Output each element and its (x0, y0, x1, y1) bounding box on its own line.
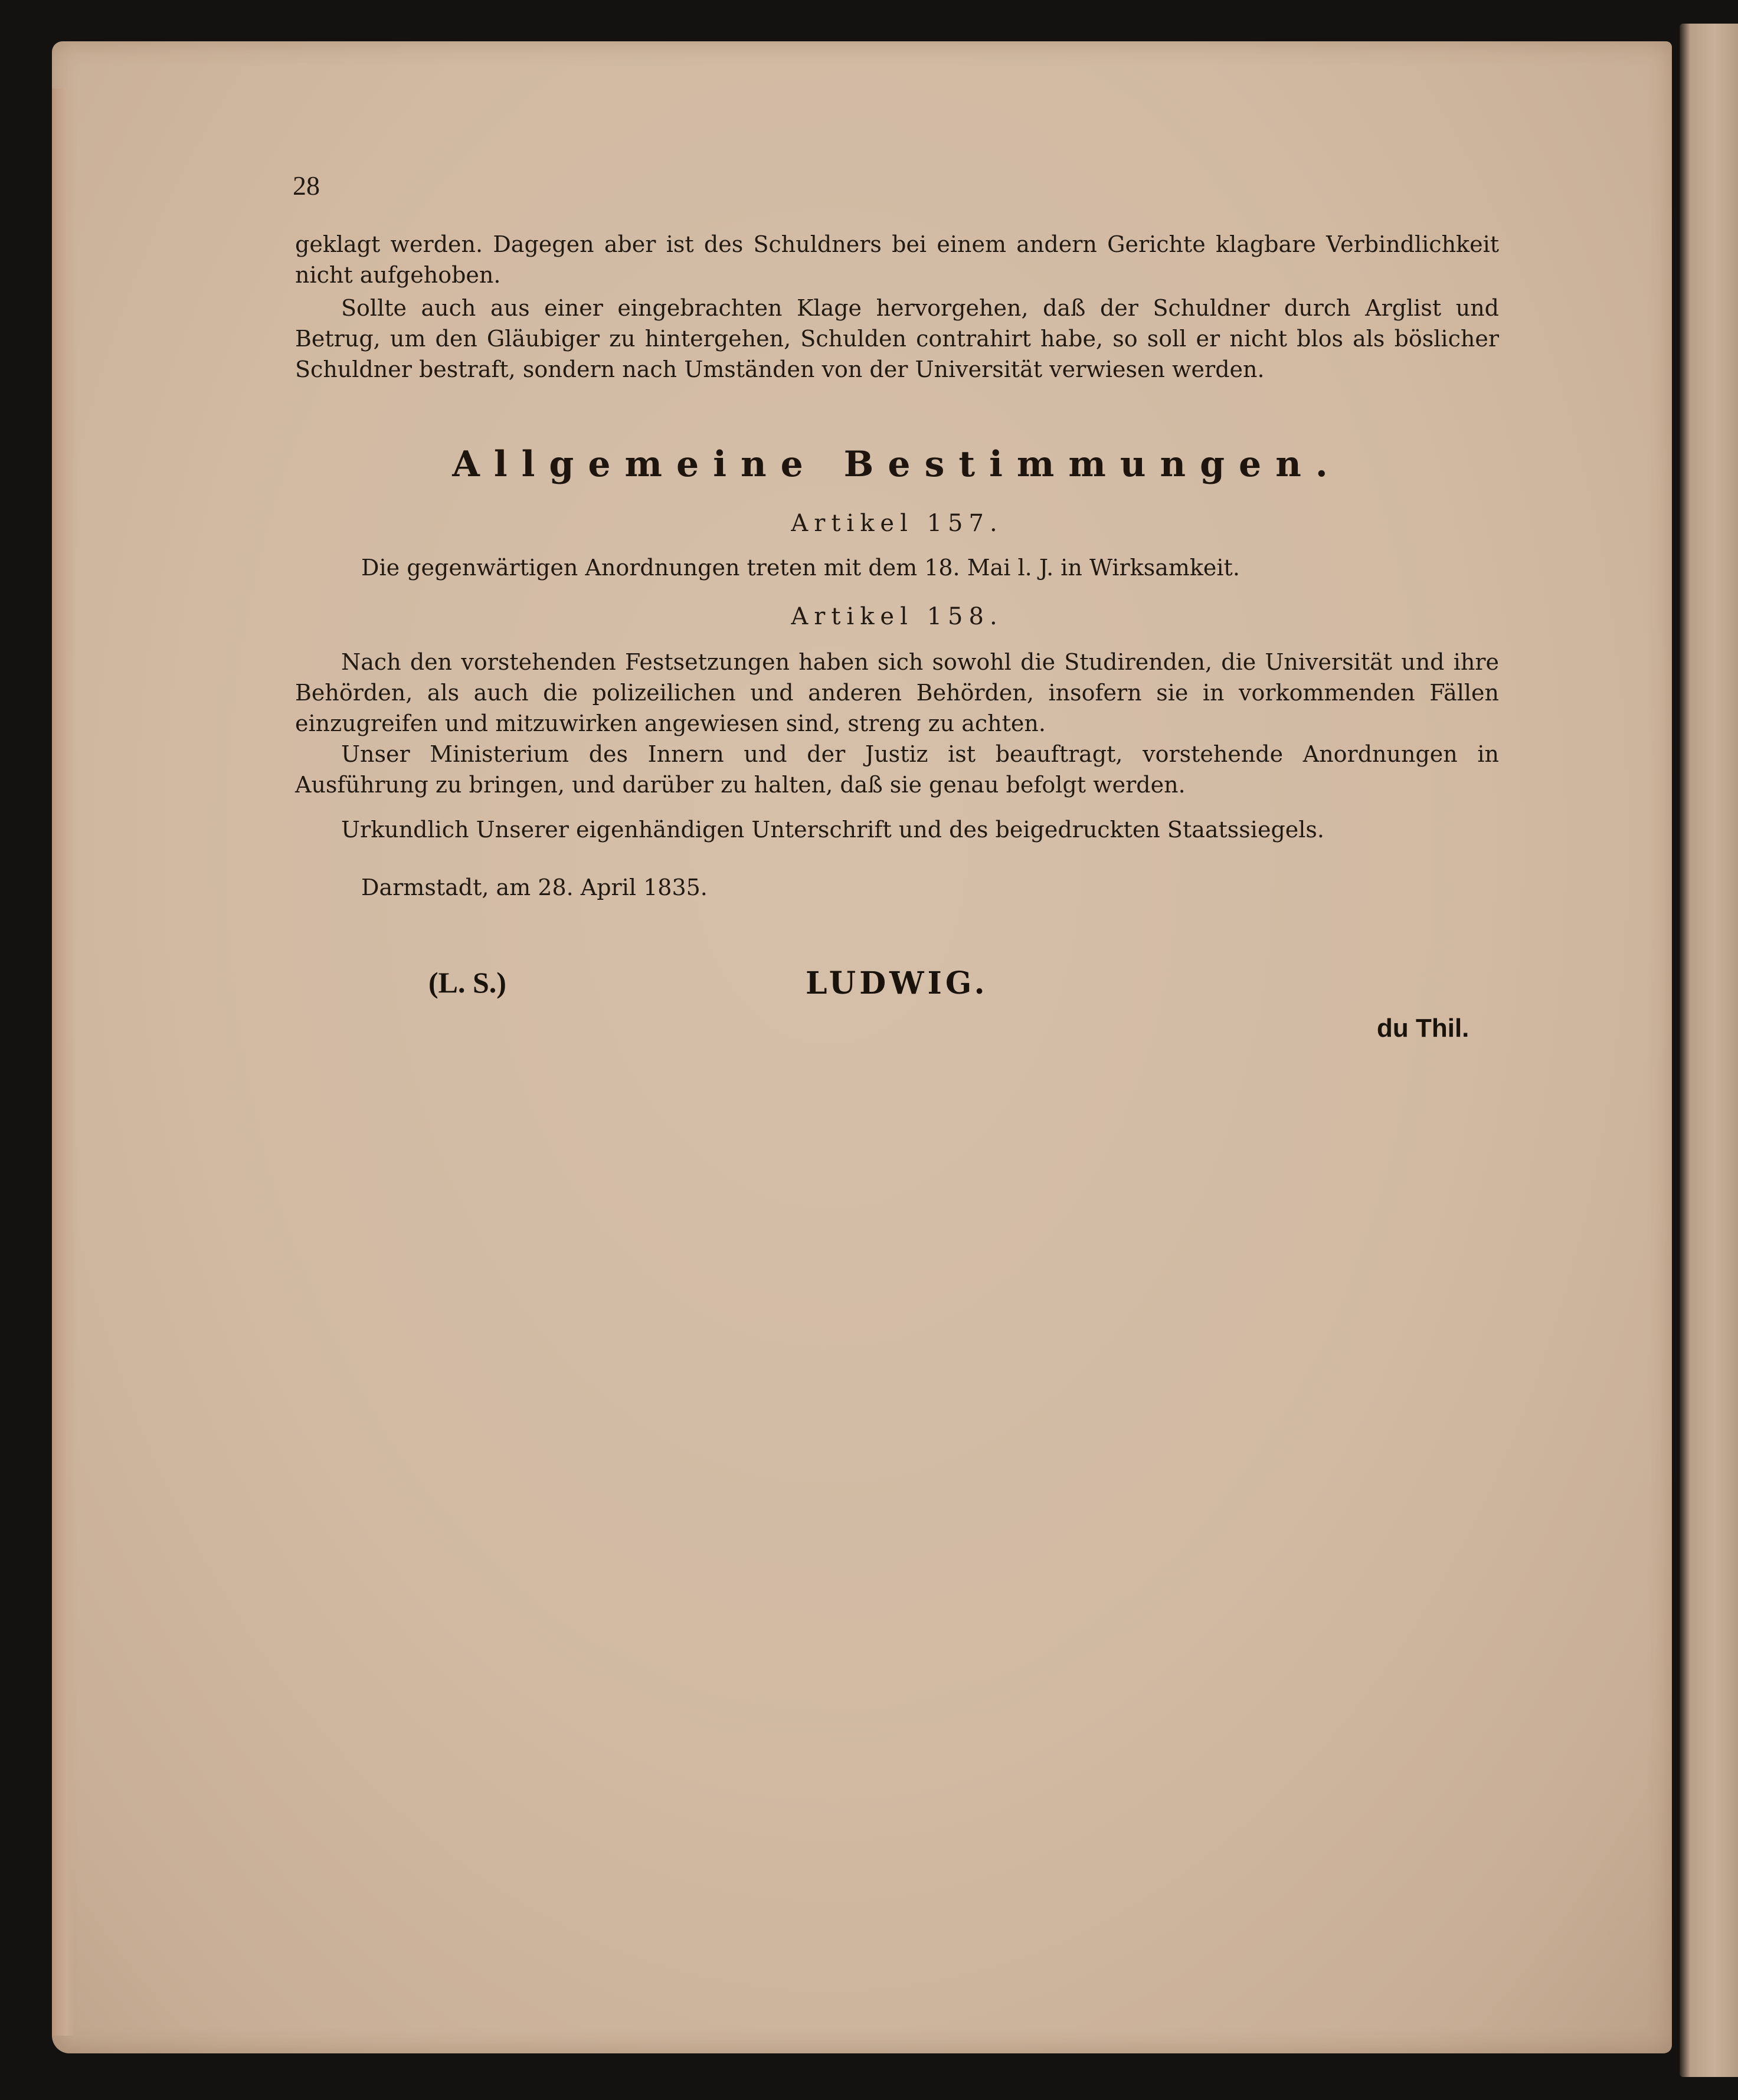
paper-left-edge (52, 89, 76, 2036)
article-158-paragraph-2: Unser Ministerium des Innern und der Justiz ist beauftragt, vorstehende Anordnungen in Ausführung zu bringen, und darüber zu halten, daß sie genau befolgt werden. (295, 741, 1499, 798)
minister-signature: du Thil. (1377, 1014, 1469, 1043)
facing-page-edge (1680, 24, 1738, 2077)
paragraph-continuation: geklagt werden. Dagegen aber ist des Schuldners bei einem andern Gerichte klagbare Verbindlichkeit nicht aufgehoben. (295, 231, 1499, 288)
page-number: 28 (293, 171, 320, 201)
article-158-paragraph-3: Urkundlich Unserer eigenhändigen Unterschrift und des beigedruckten Staatssiegels. (341, 817, 1324, 843)
article-157-title: Artikel 157. (791, 510, 1003, 537)
paragraph-fraud-debtor: Sollte auch aus einer eingebrachten Klage hervorgehen, daß der Schuldner durch Arglist und Betrug, um den Gläubiger zu hintergehen, Schulden contrahirt habe, so soll er nicht blos als böslicher Schuldner bestraft, sondern nach Umständen von der Universität verwiesen werden. (295, 295, 1499, 382)
article-158-title: Artikel 158. (791, 603, 1003, 630)
seal-mark: (L. S.) (428, 966, 506, 999)
article-157-text: Die gegenwärtigen Anordnungen treten mit dem 18. Mai l. J. in Wirksamkeit. (361, 555, 1240, 581)
section-heading: Allgemeine Bestimmungen. (452, 444, 1342, 485)
sovereign-signature: LUDWIG. (806, 965, 989, 1001)
place-and-date: Darmstadt, am 28. April 1835. (361, 874, 708, 900)
article-158-paragraph-1: Nach den vorstehenden Festsetzungen haben sich sowohl die Studirenden, die Universität und ihre Behörden, als auch die polizeilichen und anderen Behörden, insofern sie in vorkommenden Fällen einzugreifen und mitzuwirken angewiesen sind, streng zu achten. (295, 649, 1499, 736)
